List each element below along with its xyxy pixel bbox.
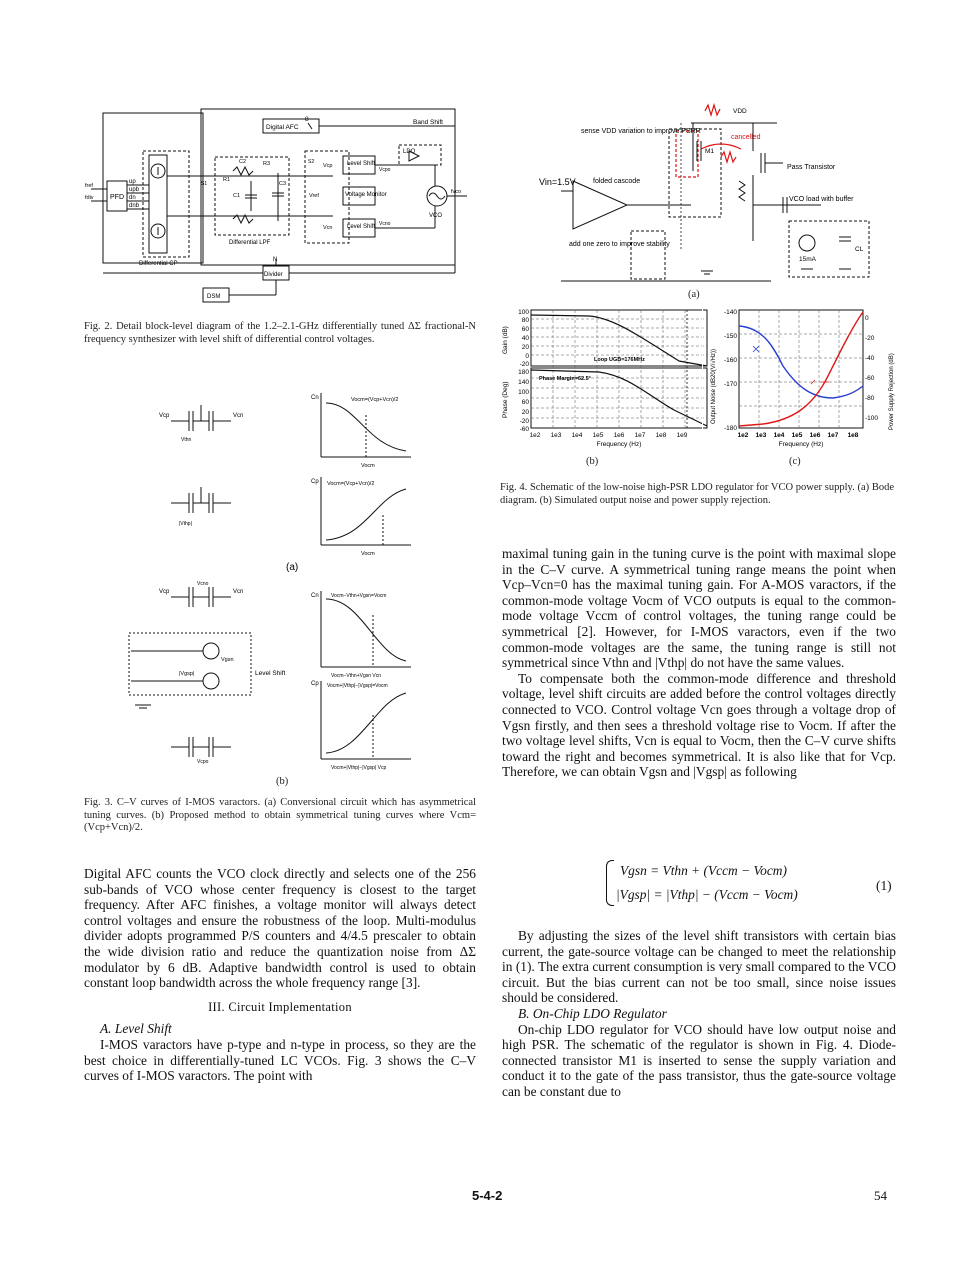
bode-gain-tick: 100	[518, 309, 529, 316]
fig2-label-c3: C3	[279, 181, 287, 187]
fig2-label-vco: VCO	[429, 213, 443, 219]
fig3-a-cn: Cn	[311, 395, 319, 401]
fig2-label-vcn: Vcn	[323, 225, 333, 231]
fig2-label-r1: R1	[223, 177, 231, 183]
fig2-label-divider: Divider	[264, 272, 283, 278]
bode-x-tick: 1e3	[550, 432, 562, 439]
fig4-bode-pm: Phase Margin=62.5°	[539, 376, 591, 382]
fig2-label-s1: S1	[201, 181, 208, 187]
fig4-vco-load: VCO load with buffer	[789, 196, 854, 203]
fig4-schematic-svg	[521, 101, 887, 287]
fig4-folded: folded cascode	[593, 178, 641, 185]
fig3-b-eq1: Vocm−Vthn+Vgsn=Vocm	[331, 593, 387, 599]
bode-phase-tick: 60	[521, 399, 529, 406]
noise-right-tick: -20	[865, 335, 875, 342]
fig2-label-voltage-monitor: Voltage Monitor	[345, 192, 387, 198]
noise-left-tick: -180	[723, 425, 737, 432]
subsection-a-heading: A. Level Shift	[100, 1021, 172, 1037]
noise-left-tick: -160	[723, 357, 737, 364]
fig3-b-vcp: Vcp	[159, 589, 170, 595]
fig3-schematic	[121, 385, 421, 775]
fig2-label-dnb: dnb	[129, 203, 140, 209]
fig3-b-vcno: Vcno	[197, 581, 209, 587]
fig2-label-up: up	[129, 179, 136, 185]
noise-x-tick: 1e5	[791, 432, 803, 439]
bode-phase-tick: 180	[518, 369, 529, 376]
noise-right-tick: -80	[865, 395, 875, 402]
right-para-tuning: maximal tuning gain in the tuning curve is the point with maximal slope in the C–V curve. A symmetrical tuning range means the point when Vcp–Vcn=0 has the maximal tuning gain. For A-MOS varactors, if the common-mode voltage Vocm of VCO outputs is equal to the common-mode voltage Vccm of control voltages, the tuning range could be symmetrical [2]. However, for I-MOS varactors, even if the two common-mode voltages are the same, the tuning range is still not symmetrical since Vthn and |Vthp| do not have the same values.	[502, 546, 896, 671]
fig3-b-vgsn: Vgsn	[221, 657, 234, 663]
fig4-pass: Pass Transistor	[787, 164, 836, 171]
fig2-label-c2: C2	[239, 159, 247, 165]
fig4-cancelled: cancelled	[731, 134, 761, 141]
bode-x-tick: 1e6	[613, 432, 625, 439]
bode-gain-tick: 20	[521, 344, 529, 351]
fig3-b-vcpo: Vcpo	[197, 759, 209, 765]
noise-x-tick: 1e3	[755, 432, 767, 439]
right-para-compensate: To compensate both the common-mode difference and threshold voltage, level shift circuits are added before the control voltages directly connected to VCO. Control voltage Vcn goes through a voltage drop of Vgsn firstly, and then sees a threshold voltage rise to Vocm. If after the two voltage level shifts, Vcn is equal to Vocm, then the C–V curve shifts toward the right and becomes symmetrical. It is also like that for Vcp. Therefore, we can obtain Vgsn and |Vgsp| as following	[502, 670, 896, 780]
bode-x-tick: 1e9	[676, 432, 688, 439]
fig4-noise-ylabel-right: Power Supply Rejection (dB)	[889, 353, 895, 430]
fig3-label-a: (a)	[286, 562, 299, 573]
fig3-b-cp: Cp	[311, 681, 319, 687]
footer-page-number: 54	[874, 1188, 887, 1203]
right-para-adjusting: By adjusting the sizes of the level shift transistors with certain bias current, the gate-source voltage can be changed to meet the relationship in (1). The extra current consumption is very small compared to the VCO circuit. But the bias current can not be too small, since noise issues should be considered.	[502, 928, 896, 1006]
fig4-m1: M1	[705, 148, 715, 155]
left-para-imos: I-MOS varactors have p-type and n-type in process, so they are the best choice in differentially-tuned LC VCOs. Fig. 3 shows the C–V curves of I-MOS varactors. The point with	[84, 1036, 476, 1084]
bode-phase-tick: -60	[519, 426, 529, 433]
noise-right-tick: -100	[865, 415, 879, 422]
fig3-a-vcp: Vcp	[159, 413, 170, 419]
fig2-label-fdiv: fdiv	[85, 195, 94, 201]
fig2-label-dn: dn	[129, 195, 136, 201]
fig4-bode-svg	[499, 306, 711, 454]
fig3-a-vthn: Vthn	[181, 437, 192, 443]
noise-right-tick: -60	[865, 375, 875, 382]
fig3-a-vocm2: Vocm	[361, 551, 375, 557]
fig3-b-ax2: Vocm+|Vthp|−|Vgsp| Vcp	[331, 765, 387, 771]
noise-x-tick: 1e6	[809, 432, 821, 439]
fig4-noise-ylabel-left: Output Noise (dB20(V/√Hz))	[711, 349, 717, 424]
fig3-a-cp: Cp	[311, 479, 319, 485]
noise-x-tick: 1e8	[847, 432, 859, 439]
fig4-i15: 15mA	[799, 256, 816, 263]
fig3-a-vcn: Vcn	[233, 413, 244, 419]
left-column	[84, 866, 476, 1084]
bode-phase-tick: 100	[518, 389, 529, 396]
bode-gain-tick: -20	[519, 361, 529, 368]
fig2-caption: Fig. 2. Detail block-level diagram of the 1.2–2.1-GHz differentially tuned ΔΣ fractional-N frequency synthesizer with level shift of differential control voltages.	[84, 321, 476, 345]
fig4-bode-gain-ticks	[518, 309, 529, 433]
fig2-label-fref: fref	[85, 183, 93, 189]
fig3-diagram	[120, 384, 420, 774]
fig3-label-b: (b)	[276, 776, 289, 787]
fig4-noise-x-ticks	[738, 432, 859, 439]
fig3-b-eq2: Vocm+|Vthp|−|Vgsp|=Vocm	[327, 683, 388, 689]
fig4-schematic	[520, 100, 886, 286]
fig2-label-c1: C1	[233, 193, 241, 199]
fig3-b-level-shift: Level Shift	[255, 670, 286, 677]
noise-x-tick: 1e7	[827, 432, 839, 439]
fig2-label-level-shift-top: Level Shift	[347, 161, 376, 167]
fig2-schematic	[83, 101, 469, 311]
fig4-vin: Vin=1.5V	[539, 177, 576, 187]
fig2-label-vref: Vref	[309, 193, 319, 199]
bode-phase-tick: 140	[518, 379, 529, 386]
fig4-noise-xlabel: Frequency (Hz)	[778, 441, 824, 448]
fig2-label-band-shift: Band Shift	[413, 119, 443, 126]
fig4-cl: CL	[855, 246, 864, 253]
noise-x-tick: 1e2	[737, 432, 749, 439]
fig2-label-vcp: Vcp	[323, 163, 333, 169]
bode-gain-tick: 60	[521, 326, 529, 333]
equation-brace	[606, 860, 614, 906]
noise-right-tick: -40	[865, 355, 875, 362]
bode-phase-tick: -20	[519, 418, 529, 425]
fig3-a-eq2: Vocm=(Vcp+Vcn)/2	[327, 481, 375, 487]
fig2-diagram	[82, 100, 468, 310]
fig2-label-digital-afc: Digital AFC	[266, 124, 299, 131]
bode-x-tick: 1e7	[634, 432, 646, 439]
fig4-noise-svg	[703, 306, 899, 454]
fig2-label-dsm: DSM	[207, 294, 221, 300]
fig2-label-vcno: Vcno	[379, 221, 391, 227]
fig4-bode-plot	[498, 305, 710, 453]
fig4-label-a: (a)	[688, 289, 700, 300]
fig2-label-diff-cp: Differential CP	[139, 261, 178, 267]
fig3-a-vthp: |Vthp|	[179, 521, 192, 527]
fig4-zero: add one zero to improve stability	[569, 241, 670, 248]
fig4-bode-xlabel: Frequency (Hz)	[596, 441, 642, 448]
fig2-label-bus8: 8	[305, 116, 309, 123]
bode-x-tick: 1e2	[529, 432, 541, 439]
fig4-bode-gain-label: Gain (dB)	[502, 326, 509, 354]
fig4-bode-x-ticks	[530, 432, 688, 439]
fig4-sense: sense VDD variation to improve PSRR	[581, 128, 701, 135]
right-column-top	[502, 546, 896, 780]
fig3-b-ax1: Vocm−Vthn+Vgsn Vcn	[331, 673, 382, 679]
fig2-label-level-shift-bottom: Level Shift	[347, 224, 376, 230]
fig4-label-b: (b)	[586, 456, 599, 467]
noise-right-tick: 0	[865, 315, 869, 322]
right-para-ldo: On-chip LDO regulator for VCO should have low output noise and high PSR. The schematic of the regulator is shown in Fig. 4. Diode-connected transistor M1 is inserted to sense the supply variation and conduct it to the gate of the pass transistor, thus the gate-source voltage can be constant due to	[502, 1021, 896, 1099]
noise-x-tick: 1e4	[773, 432, 785, 439]
fig3-b-cn: Cn	[311, 593, 319, 599]
fig3-a-eq1: Vocm=(Vcp+Vcn)/2	[351, 397, 399, 403]
fig2-label-pfd: PFD	[110, 194, 124, 201]
fig2-label-diff-lpf: Differential LPF	[229, 240, 271, 246]
fig4-noise-right-ticks	[865, 315, 878, 422]
section-heading-iii: III. Circuit Implementation	[208, 999, 352, 1014]
equation-line-1: Vgsn = Vthn + (Vccm − Vocm)	[620, 863, 787, 878]
left-para-afc: Digital AFC counts the VCO clock directly and selects one of the 256 sub-bands of VCO whose center frequency is closest to the target frequency. After AFC finishes, a voltage monitor will always detect control voltages and ensure the robustness of the loop. Multi-modulus divider adopts programmed P/S counters and 4/4.5 prescaler to obtain the wide division ratio and reduce the quantization noise from ΔΣ modulator by 6 dB. Adaptive bandwidth control is used to obtain constant loop bandwidth across the whole frequency range [3].	[84, 866, 476, 991]
fig2-label-s2: S2	[308, 159, 315, 165]
fig4-noise-left-ticks	[724, 309, 737, 432]
fig4-bode-ugb: Loop UGB=176MHz	[594, 357, 645, 363]
bode-x-tick: 1e5	[592, 432, 604, 439]
equation-number: (1)	[876, 878, 892, 893]
bode-phase-tick: 20	[521, 409, 529, 416]
bode-x-tick: 1e4	[571, 432, 583, 439]
fig2-label-ldo: LDO	[403, 149, 416, 155]
fig3-a-vocm1: Vocm	[361, 463, 375, 469]
fig2-label-n: N	[273, 257, 278, 263]
fig4-noise-plot	[702, 305, 898, 453]
subsection-b-heading: B. On-Chip LDO Regulator	[518, 1005, 667, 1021]
right-column-bottom	[502, 928, 896, 1100]
bode-gain-tick: 80	[521, 317, 529, 324]
footer-session-id: 5-4-2	[472, 1188, 503, 1203]
fig3-b-vcn: Vcn	[233, 589, 244, 595]
fig4-vdd: VDD	[733, 108, 747, 115]
noise-left-tick: -140	[723, 309, 737, 316]
noise-left-tick: -150	[723, 333, 737, 340]
equation-line-2: |Vgsp| = |Vthp| − (Vccm − Vocm)	[616, 887, 798, 902]
fig3-caption: Fig. 3. C–V curves of I-MOS varactors. (a) Conversional circuit which has asymmetrical tuning curves. (b) Proposed method to obtain symmetrical tuning curves where Vcm=(Vcp+Vcn)/2.	[84, 797, 476, 833]
fig2-label-r3: R3	[263, 161, 271, 167]
fig4-caption: Fig. 4. Schematic of the low-noise high-PSR LDO regulator for VCO power supply. (a) Bode diagram. (b) Simulated output noise and power supply rejection.	[500, 482, 894, 506]
noise-left-tick: -170	[723, 381, 737, 388]
fig2-label-upb: upb	[129, 187, 140, 193]
fig3-b-vgsp: |Vgsp|	[179, 671, 195, 677]
fig4-label-c: (c)	[789, 456, 801, 467]
fig2-label-vcpo: Vcpo	[379, 167, 391, 173]
bode-gain-tick: 40	[521, 335, 529, 342]
bode-gain-tick: 0	[525, 353, 529, 360]
bode-x-tick: 1e8	[655, 432, 667, 439]
fig4-bode-phase-label: Phase (Deg)	[502, 381, 509, 418]
fig2-label-fvco: fvco	[451, 189, 462, 195]
